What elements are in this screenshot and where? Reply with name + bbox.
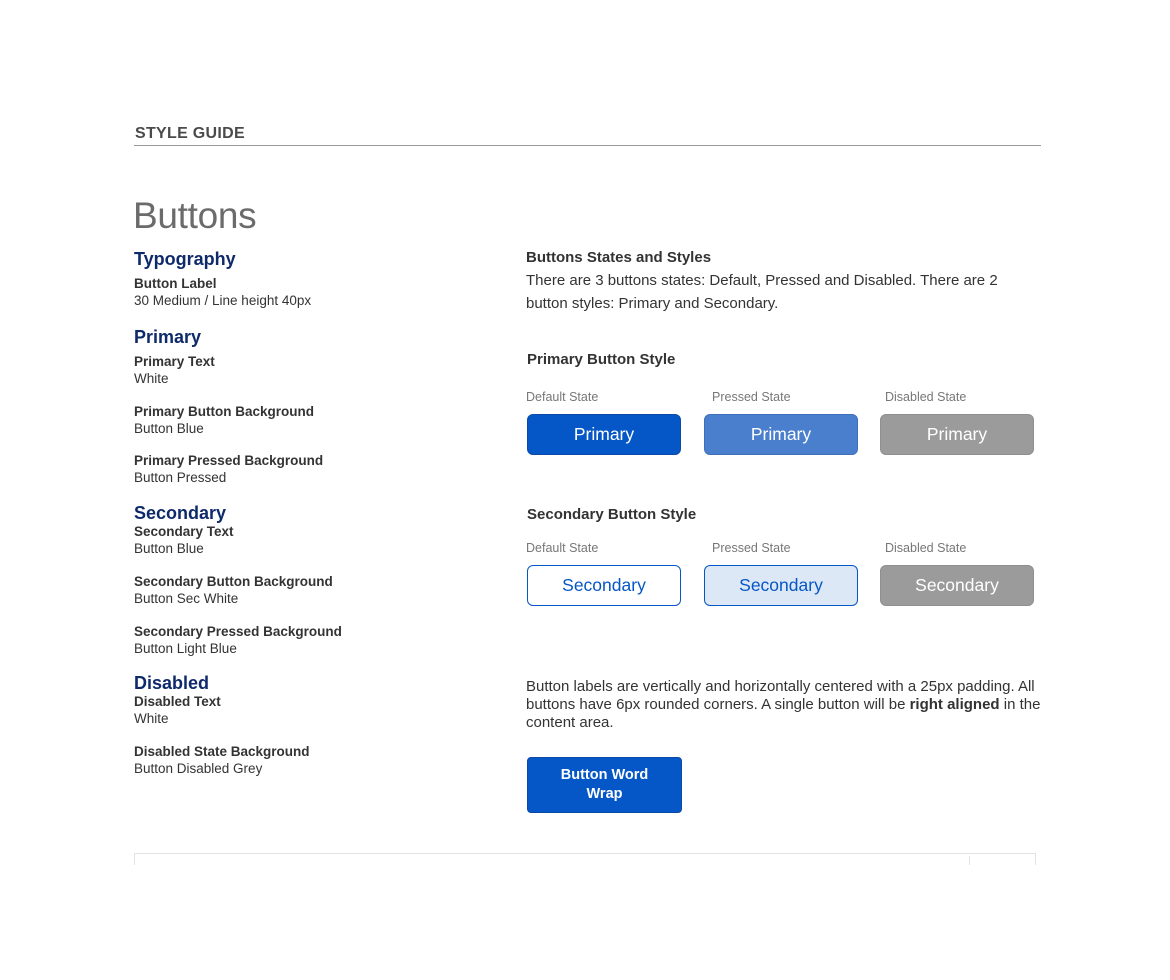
primary-disabled-state-label: Disabled State (885, 390, 967, 404)
notes-text-after: in the content area. (526, 696, 1041, 731)
style-guide-label: STYLE GUIDE (135, 125, 245, 142)
spec-label: Disabled State Background (134, 744, 310, 759)
spec-value: Button Sec White (134, 591, 239, 606)
primary-style-heading: Primary Button Style (527, 351, 676, 368)
secondary-pressed-state-label: Pressed State (712, 541, 791, 555)
spec-label: Primary Pressed Background (134, 453, 324, 468)
secondary-style-heading: Secondary Button Style (527, 506, 697, 523)
spec-label: Secondary Button Background (134, 574, 333, 589)
primary-default-state-label: Default State (526, 390, 599, 404)
typography-heading: Typography (134, 249, 236, 269)
spec-label: Primary Button Background (134, 404, 315, 419)
spec-value: Button Blue (134, 421, 204, 436)
states-and-styles-description: There are 3 buttons states: Default, Pressed and Disabled. There are 2 button styles: Primary and Secondary. (526, 272, 998, 312)
secondary-pressed-button[interactable]: Secondary (704, 565, 858, 606)
primary-pressed-state-label: Pressed State (712, 390, 791, 404)
secondary-disabled-state-label: Disabled State (885, 541, 967, 555)
header-divider (134, 145, 1041, 146)
primary-disabled-button: Primary (880, 414, 1034, 455)
spec-value: Button Light Blue (134, 641, 237, 656)
primary-pressed-button[interactable]: Primary (704, 414, 858, 455)
secondary-disabled-button: Secondary (880, 565, 1034, 606)
secondary-heading: Secondary (134, 503, 227, 523)
spec-value: Button Blue (134, 541, 204, 556)
spec-item-disabled-text (134, 693, 221, 727)
states-and-styles-heading: Buttons States and Styles (526, 249, 712, 266)
button-guidelines-text (526, 678, 1046, 732)
spec-label: Primary Text (134, 354, 215, 369)
spec-value: Button Disabled Grey (134, 761, 263, 776)
spec-label: Secondary Pressed Background (134, 624, 342, 639)
secondary-default-state-label: Default State (526, 541, 599, 555)
word-wrap-example-button[interactable]: Button Word Wrap (527, 757, 682, 813)
spec-item-secondary-text (134, 523, 234, 557)
spec-label: Disabled Text (134, 694, 221, 709)
spec-item-primary-text (134, 353, 215, 387)
spec-item-disabled-background (134, 743, 310, 777)
page-title: Buttons (133, 195, 257, 236)
primary-default-button[interactable]: Primary (527, 414, 681, 455)
spec-value: White (134, 711, 169, 726)
spec-item-button-label (134, 275, 311, 309)
footer-frame (134, 853, 1036, 865)
footer-divider (969, 856, 970, 865)
spec-item-secondary-background (134, 573, 333, 607)
spec-value: 30 Medium / Line height 40px (134, 293, 312, 308)
spec-label: Button Label (134, 276, 217, 291)
primary-heading: Primary (134, 327, 202, 347)
disabled-heading: Disabled (134, 673, 210, 693)
spec-value: Button Pressed (134, 470, 227, 485)
spec-item-primary-pressed-background (134, 452, 323, 486)
spec-item-secondary-pressed-background (134, 623, 342, 657)
secondary-default-button[interactable]: Secondary (527, 565, 681, 606)
spec-value: White (134, 371, 169, 386)
notes-emphasis: right aligned (909, 696, 1000, 713)
notes-text-before: Button labels are vertically and horizontally centered with a 25px padding. All buttons have 6px rounded corners. A single button will be (526, 678, 1035, 713)
spec-label: Secondary Text (134, 524, 234, 539)
spec-item-primary-background (134, 403, 314, 437)
